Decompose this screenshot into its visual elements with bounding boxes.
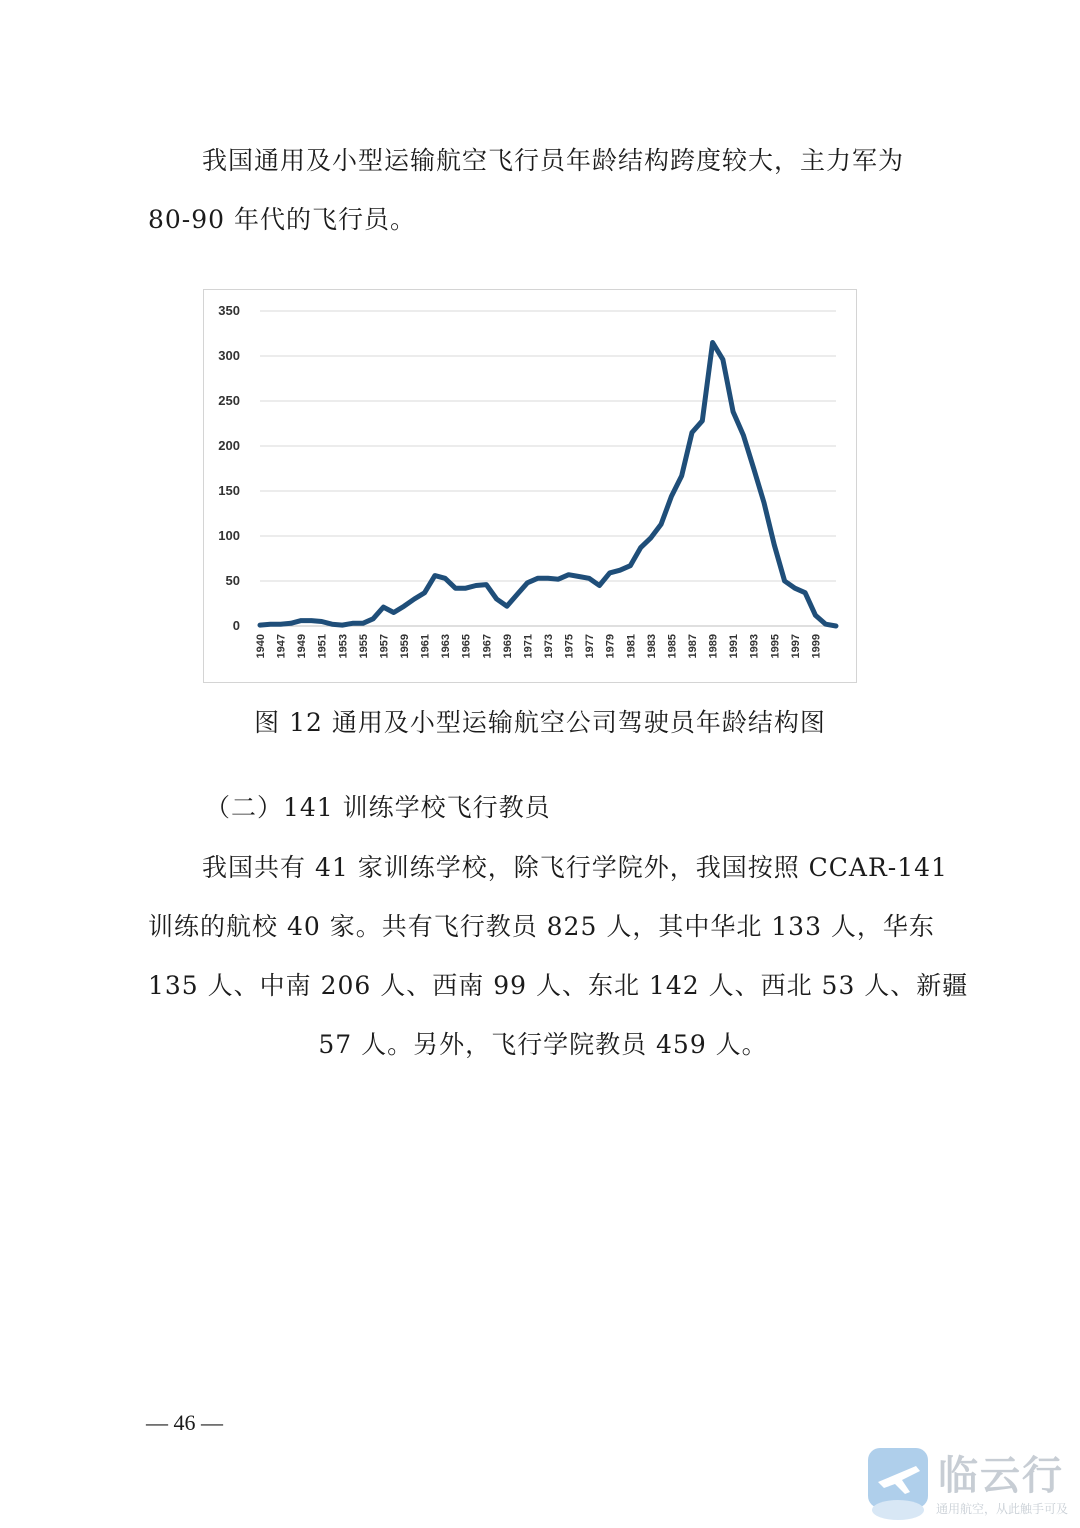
data-point <box>413 598 415 600</box>
x-tick-label: 1940 <box>255 634 267 659</box>
data-point <box>352 623 354 625</box>
x-tick-label: 1987 <box>687 634 699 659</box>
data-point <box>506 605 508 607</box>
figure-caption: 图 12 通用及小型运输航空公司驾驶员年龄结构图 <box>254 708 826 737</box>
x-tick-label: 1961 <box>419 634 432 659</box>
x-tick-label: 1971 <box>522 634 535 659</box>
series-line <box>260 343 836 627</box>
x-tick-label: 1995 <box>769 634 782 659</box>
data-point <box>578 576 580 578</box>
data-point <box>671 496 673 498</box>
data-point <box>660 524 662 526</box>
x-tick-label: 1999 <box>810 634 823 659</box>
x-tick-label: 1997 <box>789 634 802 659</box>
data-point <box>362 623 364 625</box>
data-point <box>341 624 343 626</box>
data-point <box>743 434 745 436</box>
y-tick-label: 150 <box>218 483 240 498</box>
data-point <box>619 569 621 571</box>
data-point <box>588 578 590 580</box>
intro-paragraph <box>148 131 938 249</box>
data-point <box>773 544 775 546</box>
data-point <box>516 594 518 596</box>
data-point <box>753 468 755 470</box>
x-tick-label: 1947 <box>275 634 288 659</box>
x-tick-label: 1989 <box>707 634 720 659</box>
data-point <box>475 585 477 587</box>
intro-line-1: 我国通用及小型运输航空飞行员年龄结构跨度较大，主力军为 <box>202 146 905 175</box>
data-point <box>321 621 323 623</box>
watermark-slogan: 通用航空，从此触手可及 <box>936 1502 1069 1516</box>
x-tick-label: 1979 <box>604 634 617 659</box>
body-paragraph <box>148 838 969 1074</box>
x-tick-label: 1967 <box>481 634 494 659</box>
data-point <box>701 420 703 422</box>
data-point <box>403 605 405 607</box>
body-line-4: 57 人。另外，飞行学院教员 459 人。 <box>318 1030 768 1059</box>
data-point <box>547 578 549 580</box>
data-point <box>259 624 261 626</box>
x-tick-label: 1963 <box>440 634 453 659</box>
x-tick-label: 1951 <box>316 634 329 659</box>
data-point <box>599 585 601 587</box>
data-point <box>712 342 714 344</box>
data-point <box>784 580 786 582</box>
x-tick-label: 1975 <box>563 634 576 659</box>
data-point <box>434 575 436 577</box>
x-tick-label: 1985 <box>666 634 679 659</box>
x-tick-label: 1949 <box>296 634 309 659</box>
data-point <box>485 584 487 586</box>
data-point <box>300 620 302 622</box>
data-point <box>331 623 333 625</box>
page-number: — 46 — <box>146 1410 223 1435</box>
x-tick-label: 1991 <box>728 634 741 659</box>
data-point <box>280 623 282 625</box>
data-point <box>691 432 693 434</box>
data-point <box>383 606 385 608</box>
y-tick-label: 0 <box>232 618 240 633</box>
watermark-logo <box>866 1444 1076 1524</box>
x-tick-label: 1981 <box>625 634 638 659</box>
x-tick-label: 1955 <box>357 634 370 659</box>
data-point <box>609 572 611 574</box>
data-point <box>444 578 446 580</box>
data-point <box>424 592 426 594</box>
x-tick-label: 1957 <box>378 634 391 659</box>
x-tick-label: 1965 <box>460 634 473 659</box>
data-point <box>681 475 683 477</box>
data-point <box>815 614 817 616</box>
data-point <box>804 592 806 594</box>
x-tick-label: 1983 <box>645 634 658 659</box>
x-tick-label: 1959 <box>399 634 411 659</box>
x-tick-label: 1973 <box>543 634 555 659</box>
data-point <box>537 578 539 580</box>
x-tick-label: 1969 <box>501 634 514 659</box>
data-point <box>568 574 570 576</box>
x-tick-label: 1953 <box>337 634 350 659</box>
data-point <box>794 587 796 589</box>
airplane-cloud-icon <box>866 1444 932 1524</box>
data-point <box>722 359 724 361</box>
data-point <box>825 623 827 625</box>
age-structure-chart <box>203 289 857 683</box>
data-point <box>393 612 395 614</box>
data-point <box>527 582 529 584</box>
intro-line-2: 80-90 年代的飞行员。 <box>148 205 417 234</box>
data-point <box>269 623 271 625</box>
data-point <box>732 411 734 413</box>
y-tick-label: 200 <box>218 438 240 453</box>
data-point <box>465 587 467 589</box>
y-tick-label: 50 <box>225 573 240 588</box>
x-tick-label: 1993 <box>748 634 761 659</box>
y-tick-label: 350 <box>218 303 240 318</box>
data-point <box>835 625 837 627</box>
line-chart-svg <box>204 290 856 682</box>
data-point <box>496 598 498 600</box>
section-heading: （二）141 训练学校飞行教员 <box>205 793 551 822</box>
data-point <box>557 578 559 580</box>
data-point <box>650 537 652 539</box>
data-point <box>640 547 642 549</box>
y-tick-label: 100 <box>218 528 240 543</box>
body-line-3: 135 人、中南 206 人、西南 99 人、东北 142 人、西北 53 人、新疆 <box>148 971 969 1000</box>
data-point <box>311 620 313 622</box>
body-line-2: 训练的航校 40 家。共有飞行教员 825 人，其中华北 133 人，华东 <box>148 912 935 941</box>
x-tick-label: 1977 <box>584 634 597 659</box>
data-point <box>372 618 374 620</box>
data-point <box>763 502 765 504</box>
data-point <box>455 587 457 589</box>
body-line-1: 我国共有 41 家训练学校，除飞行学院外，我国按照 CCAR-141 <box>202 853 948 882</box>
data-point <box>290 623 292 625</box>
y-tick-label: 250 <box>218 393 240 408</box>
data-point <box>629 565 631 567</box>
y-tick-label: 300 <box>218 348 240 363</box>
watermark-brand: 临云行 <box>938 1453 1064 1499</box>
